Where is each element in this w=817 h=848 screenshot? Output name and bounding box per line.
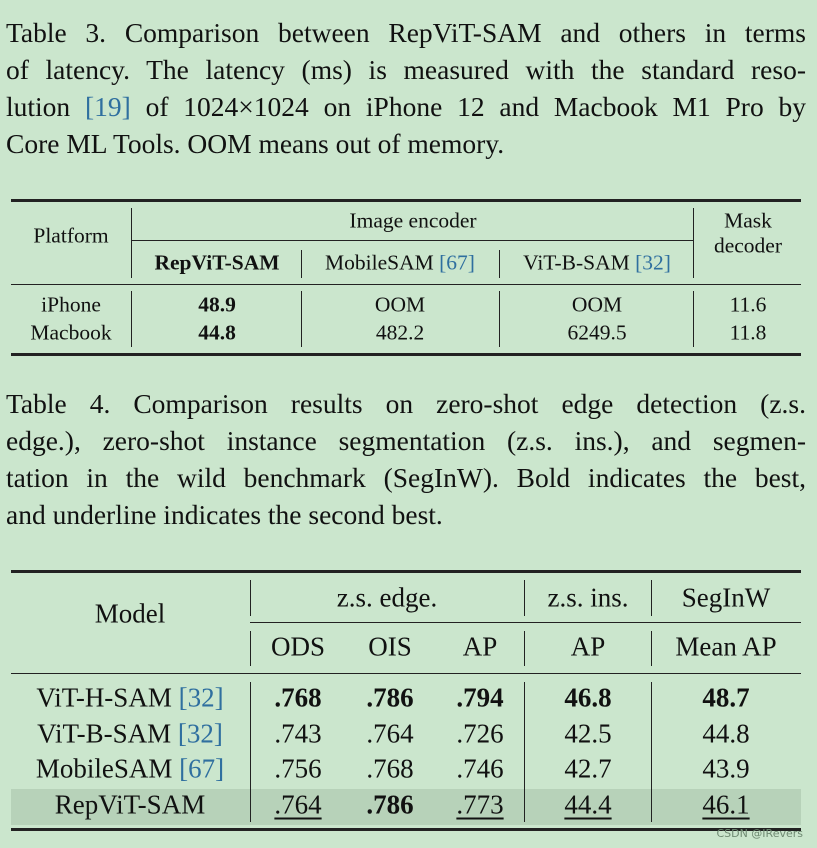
table-cell-model: RepViT-SAM <box>54 789 206 820</box>
table-cell: 44.8 <box>198 320 236 345</box>
caption-line: and underline indicates the second best. <box>6 499 443 530</box>
table-cell: .794 <box>456 682 504 713</box>
header-ods: ODS <box>270 631 326 662</box>
table-cell: 44.8 <box>702 718 750 749</box>
table-cell: OOM <box>571 292 623 317</box>
table-cell: 43.9 <box>702 753 750 784</box>
table-cell: 48.7 <box>702 682 750 713</box>
header-ap: AP <box>462 631 498 662</box>
caption-text: lution <box>6 91 85 122</box>
citation-link[interactable]: [32] <box>635 250 671 275</box>
header-ois: OIS <box>368 631 412 662</box>
header-text: ViT-B-SAM <box>523 250 636 275</box>
caption-text: of 1024×1024 on iPhone 12 and Macbook M1 Pro by <box>130 91 807 122</box>
table-cell: .786 <box>366 789 414 820</box>
table-cell: 11.8 <box>729 320 767 345</box>
table-cell: 42.7 <box>564 753 612 784</box>
table-cell: .773 <box>456 789 504 820</box>
watermark: CSDN @IRevers <box>716 827 803 840</box>
table-cell: OOM <box>374 292 426 317</box>
table-cell: 482.2 <box>375 320 425 345</box>
citation-link[interactable]: [32] <box>178 682 224 713</box>
model-name: ViT-B-SAM <box>37 718 178 749</box>
citation-link[interactable]: [19] <box>84 91 131 122</box>
table-cell: 6249.5 <box>567 320 627 345</box>
table-cell: 46.8 <box>564 682 612 713</box>
model-name: MobileSAM <box>35 753 180 784</box>
header-image-encoder: Image encoder <box>349 208 477 233</box>
header-platform: Platform <box>33 223 109 248</box>
header-zs-ins: z.s. ins. <box>547 582 629 613</box>
table-cell-model <box>36 683 223 714</box>
table-cell: .743 <box>274 718 322 749</box>
table-cell: .764 <box>366 718 414 749</box>
table-cell: .786 <box>366 682 414 713</box>
table-cell: .768 <box>366 753 414 784</box>
table-cell: .726 <box>456 718 504 749</box>
caption-line: tation in the wild benchmark (SegInW). Bold indicates the best, <box>6 462 806 493</box>
table-cell: Macbook <box>30 320 112 345</box>
caption-line: edge.), zero-shot instance segmentation (z.s. ins.), and segmen- <box>6 425 806 456</box>
header-zs-edge: z.s. edge. <box>336 582 438 613</box>
header-mask-decoder: Mask <box>724 208 772 233</box>
table-cell: iPhone <box>41 292 101 317</box>
table-cell: 42.5 <box>564 718 612 749</box>
table-cell: .764 <box>274 789 322 820</box>
caption-line: Table 4. Comparison results on zero-shot edge detection (z.s. <box>6 388 806 419</box>
caption-line: Table 3. Comparison between RepViT-SAM and others in terms <box>6 17 806 48</box>
caption-line: of latency. The latency (ms) is measured with the standard reso- <box>6 54 806 85</box>
header-model: Model <box>94 598 166 629</box>
table-cell: 44.4 <box>564 789 612 820</box>
header-ins-ap: AP <box>570 631 606 662</box>
header-seginw: SegInW <box>681 582 771 613</box>
table-cell: 11.6 <box>729 292 767 317</box>
table-cell: .746 <box>456 753 504 784</box>
header-mean-ap: Mean AP <box>675 631 777 662</box>
citation-link[interactable]: [32] <box>177 718 223 749</box>
table-cell: 46.1 <box>702 789 750 820</box>
table-cell: .756 <box>274 753 322 784</box>
header-repvit-sam: RepViT-SAM <box>154 250 280 275</box>
table-cell-model <box>37 719 223 750</box>
header-mask-decoder: decoder <box>713 233 783 258</box>
citation-link[interactable]: [67] <box>439 250 475 275</box>
table-cell-model <box>36 754 224 785</box>
table-cell: .768 <box>274 682 322 713</box>
caption-line: Core ML Tools. OOM means out of memory. <box>6 128 505 159</box>
table-cell: 48.9 <box>198 292 236 317</box>
citation-link[interactable]: [67] <box>179 753 225 784</box>
model-name: ViT-H-SAM <box>36 682 179 713</box>
header-text: MobileSAM <box>325 250 440 275</box>
